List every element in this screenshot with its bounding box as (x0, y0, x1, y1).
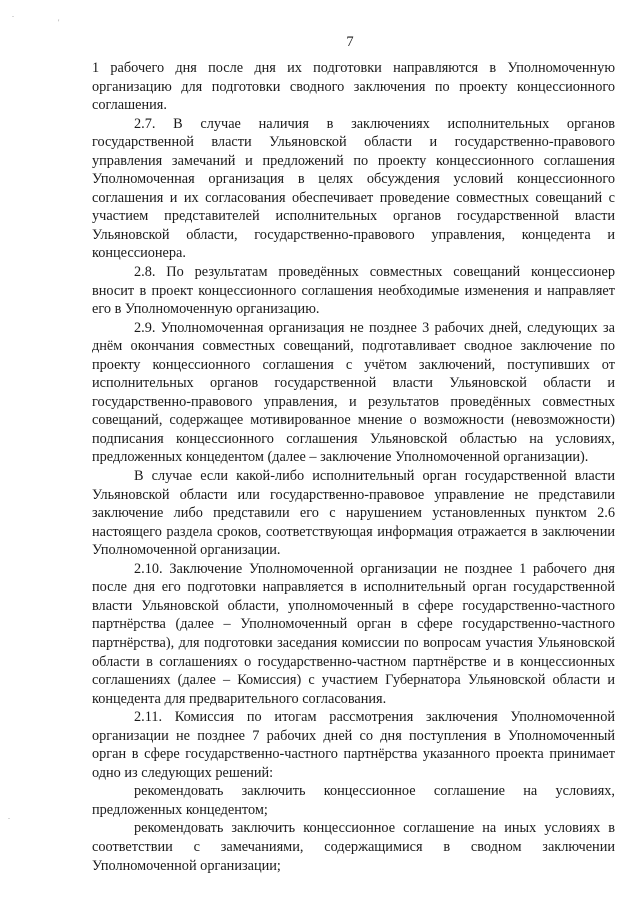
paragraph: 2.10. Заключение Уполномоченной организации не позднее 1 рабочего дня после дня его подготовки направляется в исполнительный орган государственной власти Ульяновской области, уполномоченный в сфере государственно-частного партнёрства (далее – Уполномоченный орган в сфере государственно-частного партнёрства), для подготовки заседания комиссии по вопросам участия Ульяновской области в соглашениях о государственно-частном партнёрстве и в концессионных соглашениях (далее – Комиссия) с участием Губернатора Ульяновской области и концедента для предварительного согласования. (92, 560, 615, 707)
paragraph: В случае если какой-либо исполнительный орган государственной власти Ульяновской области или государственно-правовое управление не представили заключение либо представили его с нарушением установленных пунктом 2.6 настоящего раздела сроков, соответствующая информация отражается в заключении Уполномоченной организации. (92, 468, 615, 559)
document-body (92, 59, 615, 875)
page-number: 7 (346, 34, 354, 50)
scan-mark: . (12, 10, 14, 19)
paragraph: 2.9. Уполномоченная организация не позднее 3 рабочих дней, следующих за днём окончания совместных совещаний, подготавливает сводное заключение по проекту концессионного соглашения с учётом заключений, поступивших от исполнительных органов государственной власти Ульяновской области и государственно-правового управления, и результатов проведённых совместных совещаний, содержащее мотивированное мнение о возможности (невозможности) подписания концессионного соглашения Ульяновской областью на условиях, предложенных концедентом (далее – заключение Уполномоченной организации). (92, 319, 615, 466)
paragraph: 1 рабочего дня после дня их подготовки направляются в Уполномоченную организацию для подготовки сводного заключения по проекту концессионного соглашения. (92, 60, 615, 114)
paragraph: 2.7. В случае наличия в заключениях исполнительных органов государственной власти Ульяновской области и государственно-правового управления замечаний и предложений по проекту концессионного соглашения Уполномоченная организация в целях обсуждения условий концессионного соглашения и их согласования обеспечивает проведение совместных совещаний с участием представителей исполнительных органов государственной власти Ульяновской области, государственно-правового управления, концедента и концессионера. (92, 115, 615, 262)
paragraph: рекомендовать заключить концессионное соглашение на иных условиях в соответствии с замечаниями, содержащимися в сводном заключении Уполномоченной организации; (92, 820, 615, 874)
paragraph: 2.11. Комиссия по итогам рассмотрения заключения Уполномоченной организации не позднее 7 рабочих дней со дня поступления в Уполномоченный орган в сфере государственно-частного партнёрства указанного проекта принимает одно из следующих решений: (92, 709, 615, 781)
paragraph: 2.8. По результатам проведённых совместных совещаний концессионер вносит в проект концессионного соглашения необходимые изменения и направляет его в Уполномоченную организацию. (92, 264, 615, 318)
scan-mark: . (8, 812, 10, 821)
paragraph: рекомендовать заключить концессионное соглашение на условиях, предложенных концедентом; (92, 783, 615, 818)
scan-mark: ' (58, 18, 60, 27)
